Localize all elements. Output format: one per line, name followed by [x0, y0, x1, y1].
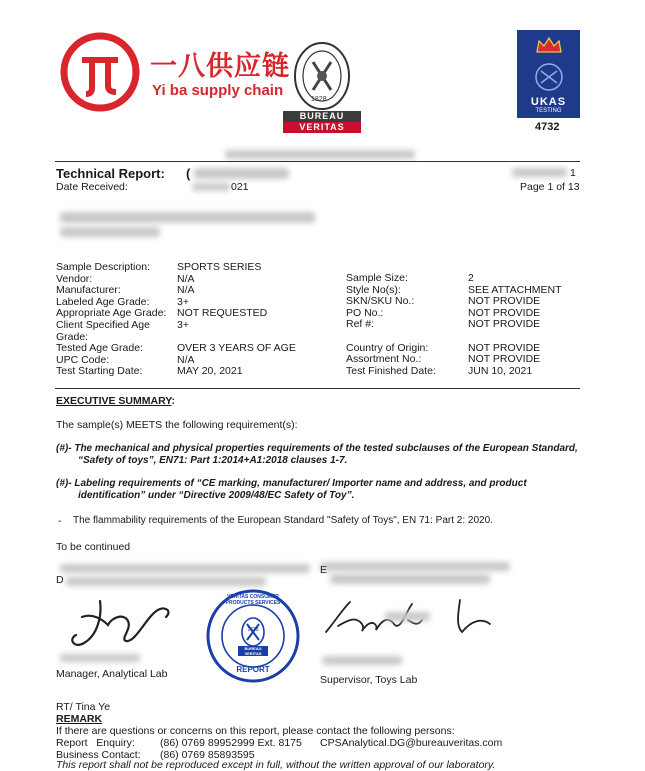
detail-right-row: [346, 366, 586, 378]
signer-left-letter: D: [56, 574, 64, 586]
redacted-manager-name: [60, 654, 140, 662]
business-contact-label: Business Contact:: [56, 749, 141, 761]
date-received-label: Date Received:: [56, 181, 128, 193]
summary-intro: The sample(s) MEETS the following requirement(s):: [56, 419, 298, 431]
stamp-bottom-text: REPORT: [236, 665, 270, 674]
detail-left-value: N/A: [177, 284, 195, 297]
ukas-number: 4732: [535, 121, 560, 133]
detail-left-label: Test Starting Date:: [56, 365, 143, 378]
manager-signature-icon: [62, 595, 182, 655]
detail-right-value: 2: [468, 272, 474, 284]
detail-right-label: Sample Size:: [346, 272, 408, 284]
bv-banner-bottom: VERITAS: [283, 122, 361, 133]
business-contact-phone: (86) 0769 85893595: [160, 749, 255, 761]
yiba-logo: [60, 32, 290, 110]
detail-left-label: Client Specified Age: [56, 319, 150, 331]
remark-text: If there are questions or concerns on this report, please contact the following persons:: [56, 725, 455, 737]
bv-banner-top: BUREAU: [283, 111, 361, 122]
summary-item-3: The flammability requirements of the European Standard "Safety of Toys", EN 71: Part 2: 2020.: [73, 515, 493, 526]
summary-heading-text: EXECUTIVE SUMMARY: [56, 395, 172, 407]
detail-right-value: NOT PROVIDE: [468, 353, 541, 366]
brand-chinese-name: 一八供应链: [150, 51, 290, 82]
bv-year: 1828: [311, 96, 327, 103]
ukas-badge: [517, 30, 580, 118]
detail-left-label: UPC Code:: [56, 353, 110, 366]
summary-item-1-line-2: “Safety of toys”, EN71: Part 1:2014+A1:2018 clauses 1-7.: [78, 455, 348, 466]
redacted-corner-ref: [512, 168, 567, 177]
redacted-signer-right: [330, 574, 490, 584]
detail-left-value: OVER 3 YEARS OF AGE: [177, 342, 296, 355]
detail-right-label: Ref #:: [346, 318, 375, 331]
bureau-veritas-logo: [283, 40, 361, 134]
manager-title: Manager, Analytical Lab: [56, 668, 168, 680]
redacted-date: [192, 183, 230, 191]
rt-line: RT/ Tina Ye: [56, 701, 111, 713]
brand-english-name: Yi ba supply chain: [152, 82, 284, 99]
report-title-ref: (: [186, 166, 191, 181]
detail-left-value: N/A: [177, 353, 195, 366]
detail-right-value: NOT PROVIDE: [468, 295, 541, 308]
summary-item-2-line-1: (#)- Labeling requirements of “CE marking, manufacturer/ Importer name and address, and product: [56, 478, 527, 489]
remark-heading: REMARK: [56, 713, 103, 725]
title-top-rule: [55, 161, 580, 162]
detail-right-label: Assortment No.:: [346, 353, 422, 366]
detail-left-label: Grade:: [56, 330, 89, 343]
summary-item-1-line-1: (#)- The mechanical and physical properties requirements of the tested subclauses of the European Standard,: [56, 443, 578, 454]
date-received-value: 021: [231, 181, 249, 193]
yiba-emblem-icon: [60, 32, 140, 112]
detail-right-row: [346, 273, 586, 285]
detail-left-value: MAY 20, 2021: [177, 365, 243, 378]
enquiry-phone: (86) 0769 89952999 Ext. 8175: [160, 737, 302, 749]
redacted-signer-right-top: [320, 562, 510, 571]
enquiry-email[interactable]: CPSAnalytical.DG@bureauveritas.com: [320, 737, 503, 749]
detail-left-value: N/A: [177, 272, 195, 285]
supervisor-title: Supervisor, Toys Lab: [320, 674, 418, 686]
detail-left-label: Sample Description:: [56, 261, 150, 273]
detail-left-row: [56, 262, 336, 274]
detail-left-label: Vendor:: [56, 272, 93, 285]
detail-right-label: Style No(s):: [346, 283, 401, 296]
stamp-inner-text: BUREAU VERITAS: [244, 646, 262, 656]
detail-left-label: Labeled Age Grade:: [56, 295, 150, 308]
detail-left-label: Manufacturer:: [56, 284, 121, 297]
detail-right-label: Test Finished Date:: [346, 364, 436, 377]
ukas-sub-label: TESTING: [535, 108, 562, 114]
page-number: Page 1 of 13: [520, 181, 580, 193]
detail-right-value: NOT PROVIDE: [468, 318, 541, 331]
detail-right-value: SEE ATTACHMENT: [468, 283, 562, 296]
report-title: Technical Report:: [56, 166, 165, 181]
detail-right-label: PO No.:: [346, 306, 384, 319]
corner-number: 1: [570, 167, 576, 179]
redacted-client-line-2: [60, 227, 160, 237]
redacted-address: [225, 150, 415, 159]
detail-left-value: 3+: [177, 295, 189, 308]
summary-top-rule: [55, 388, 580, 389]
detail-left-row: [56, 366, 336, 378]
detail-right-row: [346, 308, 586, 320]
detail-left-value: SPORTS SERIES: [177, 261, 262, 273]
detail-left-value: NOT REQUESTED: [177, 307, 268, 320]
to-be-continued: To be continued: [56, 541, 131, 553]
detail-left-label: Tested Age Grade:: [56, 342, 143, 355]
redacted-signer-left-top: [60, 564, 310, 573]
summary-heading-colon: :: [171, 395, 176, 407]
stamp-ring-text: VERITAS CONSUMER PRODUCTS SERVICES: [225, 594, 281, 606]
detail-right-label: Country of Origin:: [346, 341, 429, 354]
stamp-year: 1828: [247, 627, 259, 633]
detail-left-value: 3+: [177, 319, 189, 331]
detail-left-label: Appropriate Age Grade:: [56, 307, 167, 320]
redacted-supervisor-name: [322, 656, 402, 665]
detail-left-row: [56, 320, 336, 332]
summary-item-3-dash: -: [58, 515, 62, 527]
ukas-tick-icon: [529, 62, 569, 92]
signer-right-letter: E: [320, 564, 328, 576]
ukas-label: UKAS: [530, 96, 567, 108]
detail-right-value: NOT PROVIDE: [468, 306, 541, 319]
summary-item-2-line-2: identification” under “Directive 2009/48/EC Safety of Toy”.: [78, 490, 355, 501]
disclaimer: This report shall not be reproduced except in full, without the written approval of our laboratory.: [56, 759, 496, 771]
crown-icon: [535, 36, 563, 54]
redacted-signer-left: [66, 577, 266, 586]
detail-right-label: SKN/SKU No.:: [346, 295, 415, 308]
detail-right-row: [346, 319, 586, 331]
redacted-client-line-1: [60, 212, 315, 223]
detail-right-value: JUN 10, 2021: [468, 364, 533, 377]
summary-heading: [56, 395, 175, 407]
enquiry-label: Report Enquiry:: [56, 737, 135, 749]
detail-right-value: NOT PROVIDE: [468, 341, 541, 354]
redacted-supervisor-stamp: [385, 612, 430, 621]
redacted-report-number: [194, 168, 289, 179]
